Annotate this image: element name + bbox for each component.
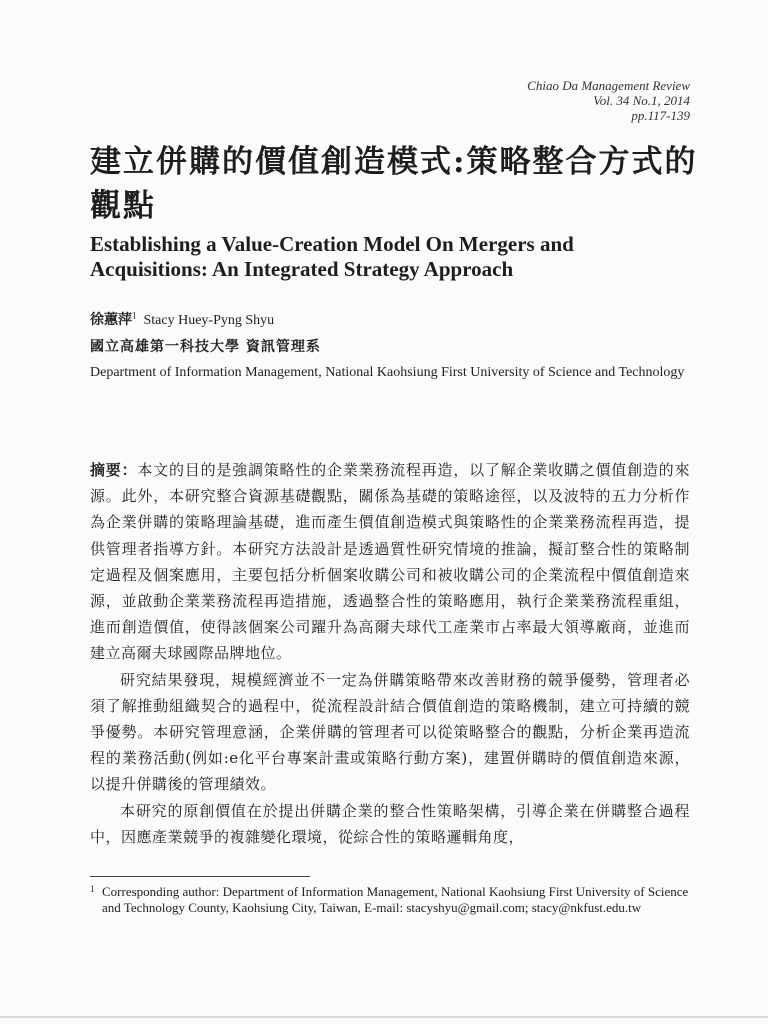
author-footnote-mark: 1	[132, 310, 137, 321]
footnote-divider	[90, 876, 310, 877]
abstract-paragraph-3: 本研究的原創價值在於提出併購企業的整合性策略架構，引導企業在併購整合過程中，因應產業競爭的複雜變化環境，從綜合性的策略邏輯角度，	[90, 801, 690, 846]
journal-pages: pp.117-139	[631, 108, 690, 123]
affiliation-english: Department of Information Management, National Kaohsiung First University of Science and Technology	[90, 365, 685, 380]
abstract-text-1: 本文的目的是強調策略性的企業業務流程再造，以了解企業收購之價值創造的來源。此外，本研究整合資源基礎觀點，關係為基礎的策略途徑，以及波特的五力分析作為企業併購的策略理論基礎，進而產生價值創造模式與策略性的企業業務流程再造，提供管理者指導方針。本研究方法設計是透過質性研究情境的推論，擬訂整合性的策略制定過程及個案應用，主要包括分析個案收購公司和被收購公司的企業流程中價值創造來源，並啟動企業業務流程再造措施，透過整合性的策略應用，執行企業業務流程重組，進而創造價值，使得該個案公司躍升為高爾夫球代工產業市占率最大領導廠商，並進而建立高爾夫球國際品牌地位。	[90, 461, 690, 663]
footnote-mark: 1	[90, 884, 95, 894]
journal-name: Chiao Da Management Review	[527, 78, 690, 93]
footnote	[90, 884, 690, 916]
page-bottom-edge	[0, 1016, 768, 1018]
author-name-english: Stacy Huey-Pyng Shyu	[143, 313, 275, 328]
journal-volume: Vol. 34 No.1, 2014	[593, 93, 690, 108]
abstract-paragraph-2: 研究結果發現，規模經濟並不一定為併購策略帶來改善財務的競爭優勢，管理者必須了解推動組織契合的過程中，從流程設計結合價值創造的策略機制，建立可持續的競爭優勢。本研究管理意涵，企業併購的管理者可以從策略整合的觀點，分析企業再造流程的業務活動(例如:e化平台專案計畫或策略行動方案)，建置併購時的價值創造來源，以提升併購後的管理績效。	[90, 670, 690, 794]
abstract-label: 摘要：	[90, 461, 138, 479]
footnote-text: Corresponding author: Department of Information Management, National Kaohsiung First University of Science and Technology County, Kaohsiung City, Taiwan, E-mail: stacyshyu@gmail.com; stacy@nkfust.edu.tw	[102, 884, 689, 915]
author-line	[90, 309, 274, 329]
affiliation-chinese: 國立高雄第一科技大學 資訊管理系	[90, 339, 321, 355]
abstract-paragraph-1	[90, 457, 690, 667]
abstract	[90, 457, 690, 850]
journal-header	[527, 78, 690, 123]
title-english: Establishing a Value-Creation Model On Mergers and Acquisitions: An Integrated Strategy Approach	[90, 232, 574, 281]
author-name-chinese: 徐蕙萍	[90, 312, 132, 328]
title-chinese: 建立併購的價值創造模式:策略整合方式的觀點	[90, 144, 698, 224]
